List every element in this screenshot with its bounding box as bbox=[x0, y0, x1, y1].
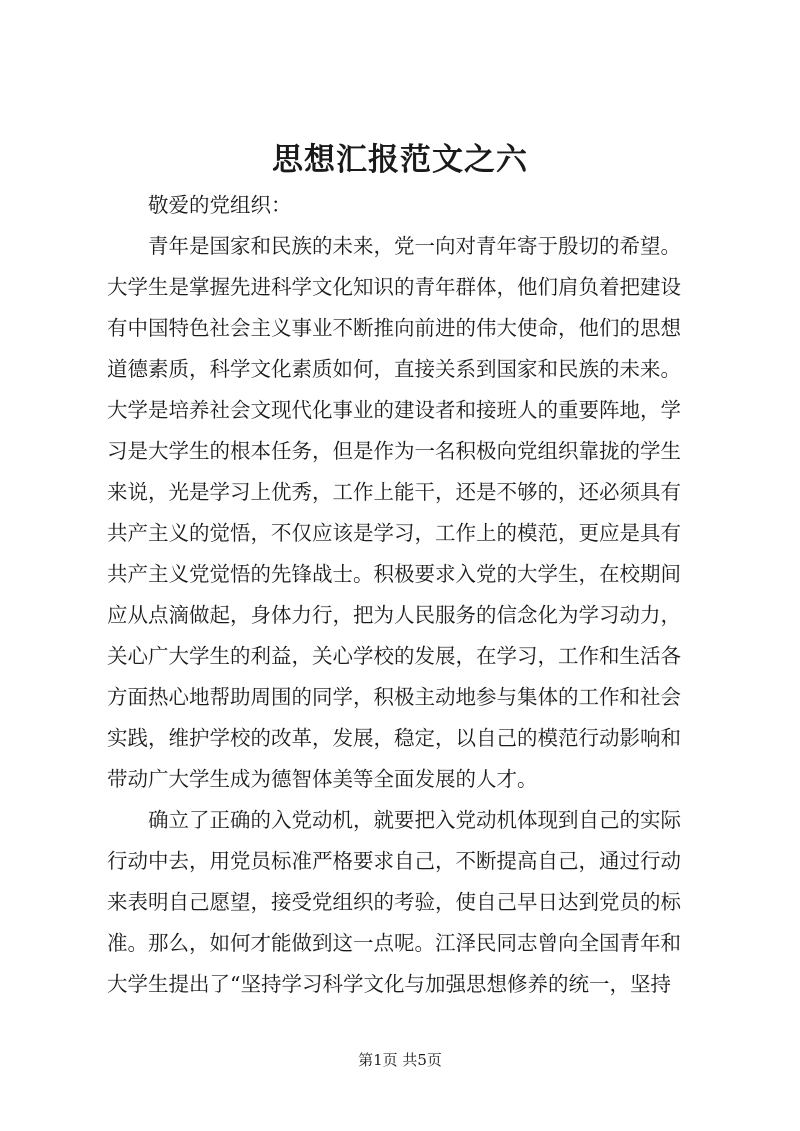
body-line: 共产主义的觉悟，不仅应该是学习，工作上的模范，更应是具有 bbox=[107, 521, 681, 545]
body-line: 带动广大学生成为德智体美等全面发展的人才。 bbox=[107, 767, 538, 791]
body-line: 青年是国家和民族的未来，党一向对青年寄于殷切的希望。 bbox=[148, 234, 681, 258]
body-line: 方面热心地帮助周围的同学，积极主动地参与集体的工作和社会 bbox=[107, 685, 681, 709]
body-line: 行动中去，用党员标准严格要求自己，不断提高自己，通过行动 bbox=[107, 849, 681, 873]
document-title: 思想汇报范文之六 bbox=[272, 142, 528, 178]
body-line: 来表明自己愿望，接受党组织的考验，使自己早日达到党员的标 bbox=[107, 890, 681, 914]
body-line: 大学是培养社会文现代化事业的建设者和接班人的重要阵地，学 bbox=[107, 398, 681, 422]
body-line: 道德素质，科学文化素质如何，直接关系到国家和民族的未来。 bbox=[107, 357, 681, 381]
body-line: 来说，光是学习上优秀，工作上能干，还是不够的，还必须具有 bbox=[107, 480, 681, 504]
body-line: 实践，维护学校的改革，发展，稳定，以自己的模范行动影响和 bbox=[107, 726, 681, 750]
body-line: 关心广大学生的利益，关心学校的发展，在学习，工作和生活各 bbox=[107, 644, 681, 668]
body-line: 习是大学生的根本任务，但是作为一名积极向党组织靠拢的学生 bbox=[107, 439, 681, 463]
body-line: 大学生提出了“坚持学习科学文化与加强思想修养的统一，坚持 bbox=[107, 972, 671, 996]
body-line: 大学生是掌握先进科学文化知识的青年群体，他们肩负着把建设 bbox=[107, 275, 681, 299]
body-line: 共产主义党觉悟的先锋战士。积极要求入党的大学生，在校期间 bbox=[107, 562, 681, 586]
document-body bbox=[107, 185, 713, 1005]
body-line: 确立了正确的入党动机，就要把入党动机体现到自己的实际 bbox=[148, 808, 681, 832]
page-number-footer: 第1页 共5页 bbox=[358, 1051, 442, 1069]
body-line: 有中国特色社会主义事业不断推向前进的伟大使命，他们的思想 bbox=[107, 316, 681, 340]
salutation-line: 敬爱的党组织： bbox=[148, 193, 292, 217]
body-line: 应从点滴做起，身体力行，把为人民服务的信念化为学习动力， bbox=[107, 603, 681, 627]
body-line: 准。那么，如何才能做到这一点呢。江泽民同志曾向全国青年和 bbox=[107, 931, 681, 955]
